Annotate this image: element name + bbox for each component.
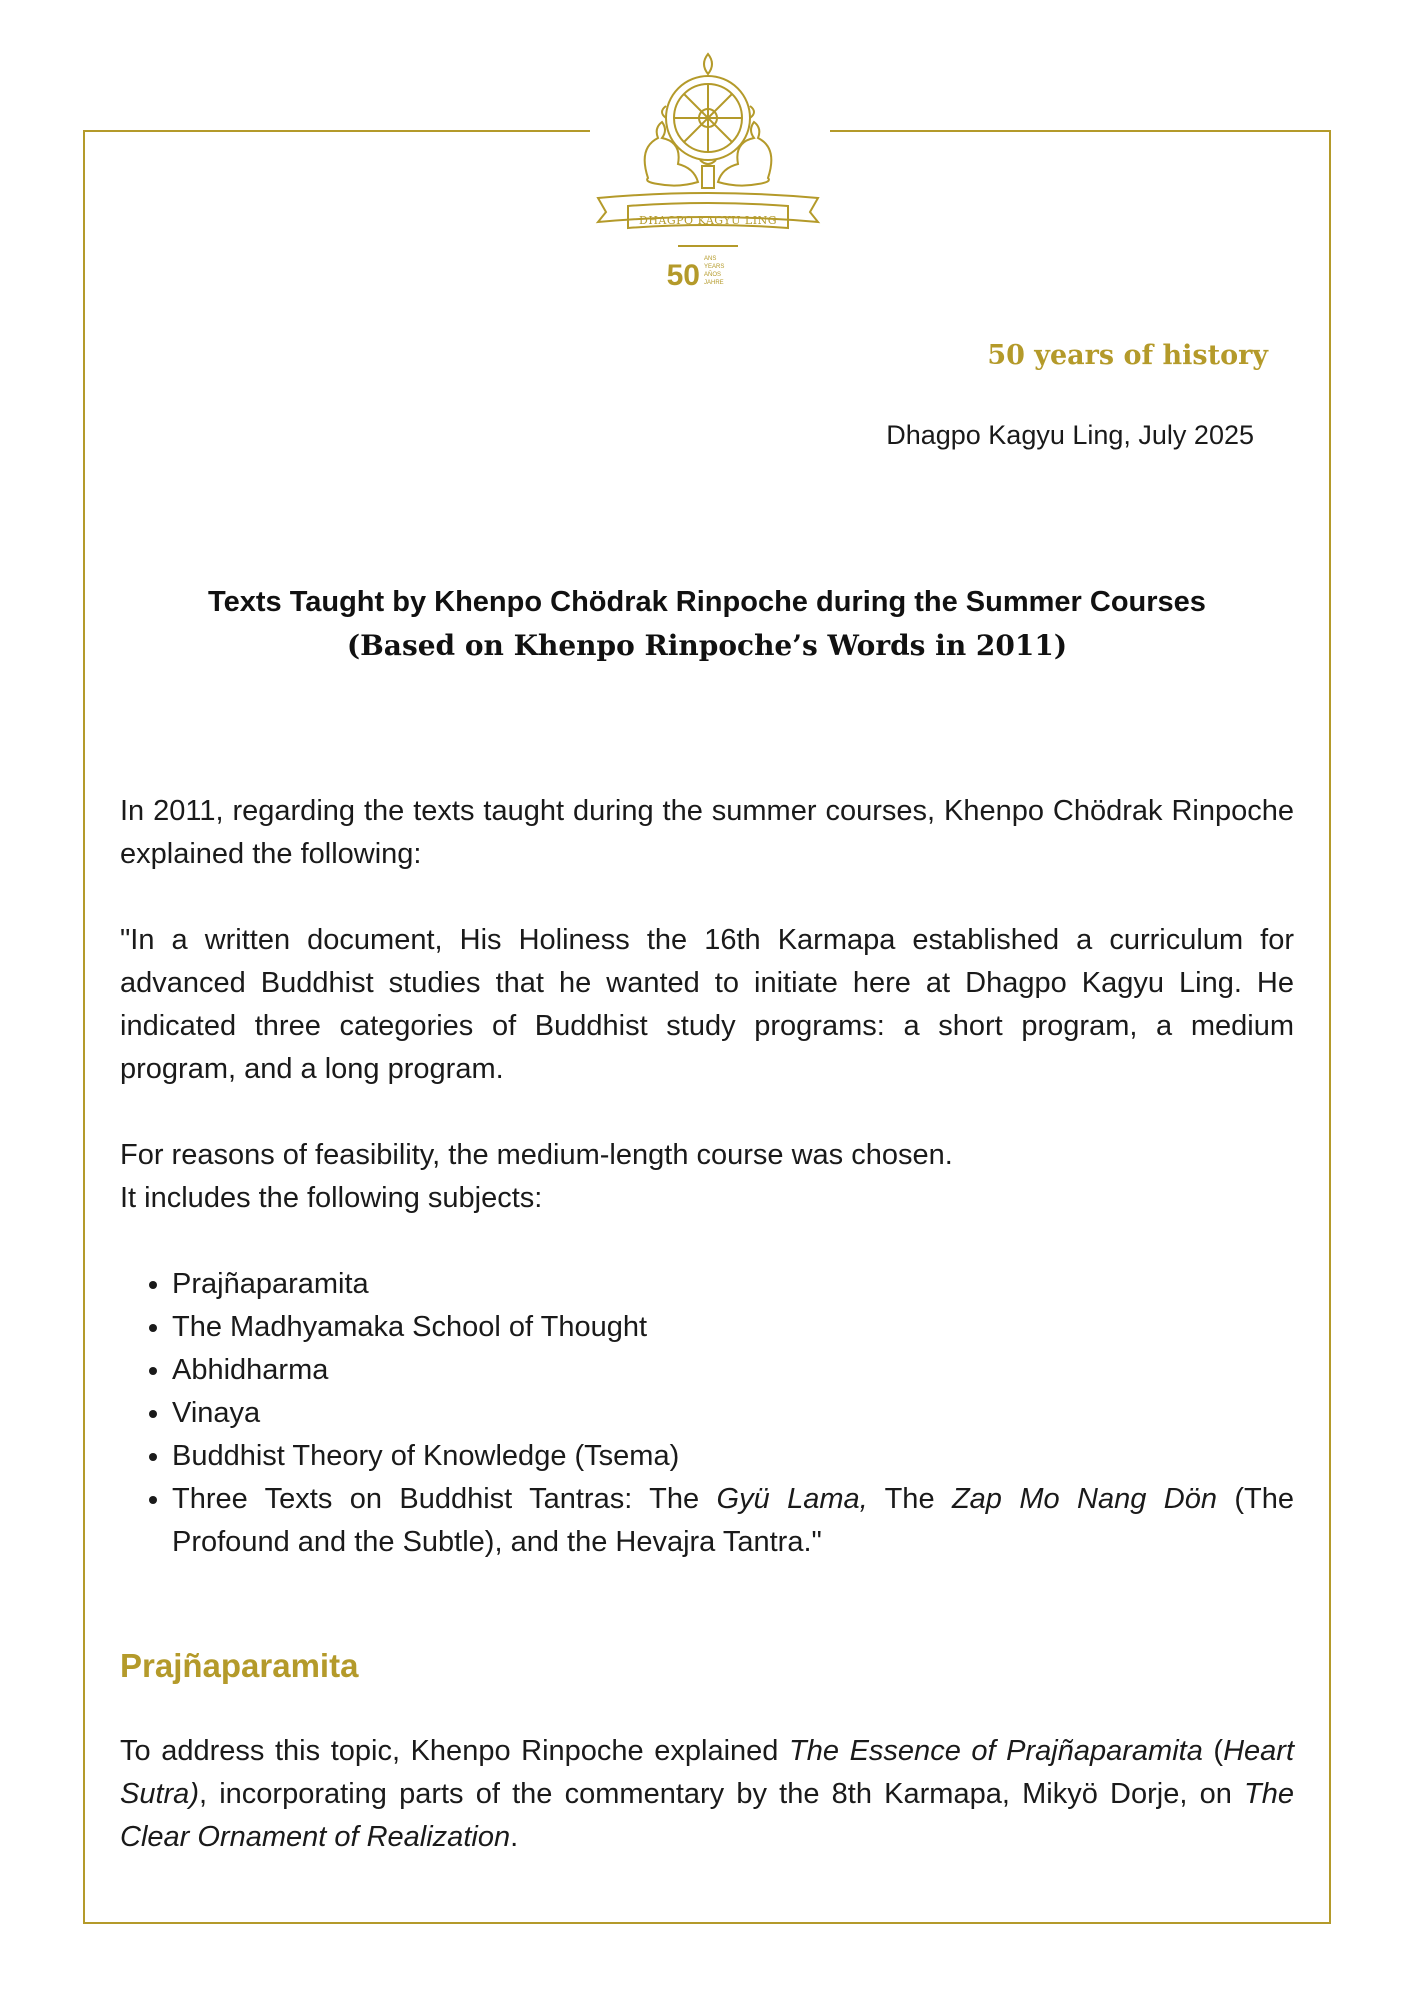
quote-paragraph-1: "In a written document, His Holiness the 16th Karmapa established a curriculum for advanced Buddhist studies that he wanted to initiate here at Dhagpo Kagyu Ling. He indicated three categories of Buddhist study programs: a short program, a medium program, and a long program. bbox=[120, 924, 1294, 1085]
list-item bbox=[172, 1478, 1294, 1564]
list-item-italic-1: Gyü Lama, bbox=[716, 1483, 868, 1515]
anniversary-number: 50 bbox=[666, 259, 700, 292]
list-item: • Buddhist Theory of Knowledge (Tsema) bbox=[172, 1435, 1294, 1478]
subjects-list bbox=[120, 1263, 1294, 1564]
section-paragraph bbox=[120, 1730, 1294, 1859]
deer-right-icon bbox=[718, 122, 771, 186]
section-text-3: , incorporating parts of the commentary by the 8th Karmapa, Mikyö Dorje, on bbox=[198, 1778, 1245, 1810]
list-item-italic-2: Zap Mo Nang Dön bbox=[951, 1483, 1217, 1515]
section-text-4: . bbox=[510, 1821, 519, 1853]
place-date: Dhagpo Kagyu Ling, July 2025 bbox=[886, 420, 1254, 450]
anniversary-word-4: JAHRE bbox=[704, 280, 724, 286]
document-body bbox=[120, 790, 1294, 1902]
quote-paragraph-2-line-1: For reasons of feasibility, the medium-length course was chosen. bbox=[120, 1139, 953, 1171]
list-item: • Prajñaparamita bbox=[172, 1263, 1294, 1306]
deer-left-icon bbox=[645, 122, 698, 186]
title-line-1: Texts Taught by Khenpo Chödrak Rinpoche during the Summer Courses bbox=[208, 586, 1206, 618]
section-heading: Prajñaparamita bbox=[120, 1647, 359, 1684]
list-item-suffix: (The Profound and the Subtle), and the Hevajra Tantra." bbox=[172, 1483, 1294, 1558]
list-item: • Abhidharma bbox=[172, 1349, 1294, 1392]
anniversary-word-3: AÑOS bbox=[704, 272, 722, 278]
list-item: • Vinaya bbox=[172, 1392, 1294, 1435]
intro-paragraph: In 2011, regarding the texts taught during the summer courses, Khenpo Chödrak Rinpoche explained the following: bbox=[120, 795, 1294, 870]
dhagpo-kagyu-ling-logo bbox=[588, 48, 828, 298]
section-italic-2: Heart Sutra) bbox=[120, 1735, 1295, 1810]
list-item: • The Madhyamaka School of Thought bbox=[172, 1306, 1294, 1349]
tagline: 50 years of history bbox=[987, 340, 1268, 371]
section-italic-1: The Essence of Prajñaparamita bbox=[789, 1735, 1203, 1767]
section-italic-3: The Clear Ornament of Realization bbox=[120, 1778, 1294, 1853]
list-item-mid: The bbox=[867, 1483, 952, 1515]
jewel-icon bbox=[704, 54, 712, 74]
list-item-prefix: Three Texts on Buddhist Tantras: The bbox=[172, 1483, 717, 1515]
section-text-2: ( bbox=[1202, 1735, 1224, 1767]
document-title bbox=[120, 580, 1294, 668]
anniversary-word-1: ANS bbox=[704, 256, 717, 262]
quote-paragraph-2-line-2: It includes the following subjects: bbox=[120, 1182, 543, 1214]
section-text-1: To address this topic, Khenpo Rinpoche explained bbox=[120, 1735, 790, 1767]
logo-banner-text: DHAGPO KAGYU LING bbox=[639, 214, 777, 227]
anniversary-word-2: YEARS bbox=[704, 264, 725, 270]
title-line-2: (Based on Khenpo Rinpoche’s Words in 2011) bbox=[346, 629, 1068, 662]
quote-paragraph-2 bbox=[120, 1134, 1294, 1220]
